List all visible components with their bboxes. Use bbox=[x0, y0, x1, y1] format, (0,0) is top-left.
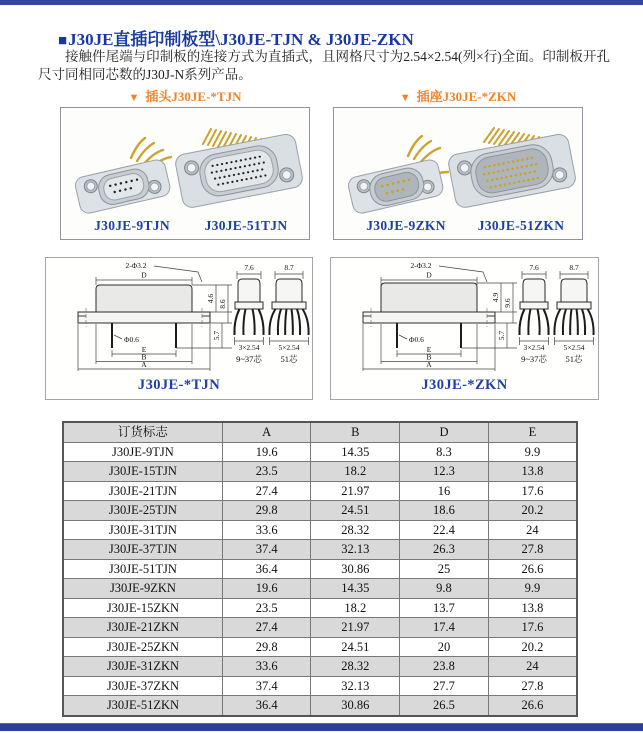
dim-label-e: E bbox=[426, 345, 432, 354]
table-cell: 32.13 bbox=[311, 676, 400, 696]
table-cell: 24.51 bbox=[311, 637, 400, 657]
spec-table-head bbox=[63, 422, 577, 442]
table-row bbox=[63, 559, 577, 579]
table-row bbox=[63, 637, 577, 657]
drawing-caption: J30JE-*TJN bbox=[137, 377, 221, 393]
table-cell: 27.7 bbox=[400, 676, 489, 696]
table-row bbox=[63, 520, 577, 540]
table-row bbox=[63, 676, 577, 696]
table-cell: J30JE-25ZKN bbox=[63, 637, 222, 657]
dim-label-fig2-w: 8.7 bbox=[284, 263, 294, 272]
table-row bbox=[63, 462, 577, 482]
table-cell: 17.6 bbox=[488, 481, 577, 501]
table-cell: J30JE-15ZKN bbox=[63, 598, 222, 618]
bottom-accent-bar bbox=[0, 723, 643, 731]
table-row bbox=[63, 598, 577, 618]
dim-label-d: D bbox=[141, 270, 147, 280]
dim-label-fig2-pitch: 5×2.54 bbox=[563, 343, 585, 352]
photo-panel-tjn bbox=[60, 107, 310, 240]
table-row bbox=[63, 501, 577, 521]
table-cell: 17.4 bbox=[400, 618, 489, 638]
table-row bbox=[63, 618, 577, 638]
dim-label-v3: 5.7 bbox=[497, 330, 506, 341]
pin-count-label: 9~37芯 bbox=[521, 354, 547, 364]
dim-label-pin-dia: Φ0.6 bbox=[409, 335, 424, 344]
table-cell: 22.4 bbox=[400, 520, 489, 540]
table-cell: 18.2 bbox=[311, 598, 400, 618]
dim-label-fig2-pitch: 5×2.54 bbox=[278, 343, 300, 352]
table-cell: 33.6 bbox=[222, 657, 311, 677]
table-cell: J30JE-37ZKN bbox=[63, 676, 222, 696]
table-cell: 24 bbox=[488, 657, 577, 677]
photo-caption: J30JE-9TJN bbox=[94, 218, 170, 233]
table-cell: 32.13 bbox=[311, 540, 400, 560]
table-cell: 30.86 bbox=[311, 559, 400, 579]
dim-label-fig1-pitch: 3×2.54 bbox=[523, 343, 545, 352]
table-cell: 27.4 bbox=[222, 481, 311, 501]
table-cell: 25 bbox=[400, 559, 489, 579]
table-cell: 24 bbox=[488, 520, 577, 540]
table-cell: J30JE-51ZKN bbox=[63, 696, 222, 716]
pin-count-label: 9~37芯 bbox=[236, 354, 262, 364]
table-cell: 13.8 bbox=[488, 462, 577, 482]
dim-label-v1: 4.6 bbox=[206, 293, 215, 304]
technical-drawing-zkn bbox=[331, 258, 595, 372]
table-cell: J30JE-21ZKN bbox=[63, 618, 222, 638]
table-row bbox=[63, 696, 577, 716]
dim-label-v2: 9.6 bbox=[503, 298, 512, 308]
section-label-text: 插座J30JE-*ZKN bbox=[416, 89, 517, 104]
table-cell: 20.2 bbox=[488, 501, 577, 521]
triangle-down-icon: ▼ bbox=[128, 92, 140, 104]
photo-caption: J30JE-51ZKN bbox=[477, 218, 565, 233]
table-cell: 9.9 bbox=[488, 442, 577, 462]
page-title bbox=[58, 25, 414, 50]
table-cell: 28.32 bbox=[311, 657, 400, 677]
table-cell: J30JE-31TJN bbox=[63, 520, 222, 540]
table-cell: J30JE-25TJN bbox=[63, 501, 222, 521]
table-cell: J30JE-21TJN bbox=[63, 481, 222, 501]
table-row bbox=[63, 657, 577, 677]
table-cell: 21.97 bbox=[311, 481, 400, 501]
table-cell: J30JE-31ZKN bbox=[63, 657, 222, 677]
table-header-cell: E bbox=[488, 422, 577, 442]
table-cell: 18.6 bbox=[400, 501, 489, 521]
connector-photo-51tjn bbox=[174, 129, 304, 209]
table-cell: 20.2 bbox=[488, 637, 577, 657]
table-row bbox=[63, 540, 577, 560]
table-cell: 19.6 bbox=[222, 442, 311, 462]
table-cell: 23.5 bbox=[222, 462, 311, 482]
table-cell: 29.8 bbox=[222, 501, 311, 521]
table-header-cell: B bbox=[311, 422, 400, 442]
table-cell: 14.35 bbox=[311, 579, 400, 599]
table-cell: 27.4 bbox=[222, 618, 311, 638]
table-cell: 26.3 bbox=[400, 540, 489, 560]
pin-detail-9-37 bbox=[519, 263, 548, 364]
table-cell: 36.4 bbox=[222, 696, 311, 716]
table-cell: 37.4 bbox=[222, 676, 311, 696]
table-cell: 29.8 bbox=[222, 637, 311, 657]
section-label-plug bbox=[60, 86, 310, 102]
photo-caption: J30JE-51TJN bbox=[204, 218, 288, 233]
table-cell: 9.8 bbox=[400, 579, 489, 599]
table-cell: 28.32 bbox=[311, 520, 400, 540]
table-header-cell: 订货标志 bbox=[63, 422, 222, 442]
table-cell: 17.6 bbox=[488, 618, 577, 638]
connector-photo-9zkn bbox=[347, 136, 448, 215]
intro-paragraph: 接触件尾端与印制板的连接方式为直插式，且网格尺寸为2.54×2.54(列×行)全面。印制板开孔尺寸同相同芯数的J30J-N系列产品。 bbox=[38, 49, 610, 82]
pin-count-label: 51芯 bbox=[565, 354, 583, 364]
connector-photo-9tjn bbox=[74, 138, 172, 215]
dim-label-b: B bbox=[426, 352, 432, 362]
dim-label-a: A bbox=[141, 360, 147, 369]
table-cell: 27.8 bbox=[488, 676, 577, 696]
drawing-panel-zkn bbox=[330, 257, 599, 400]
table-cell: 9.9 bbox=[488, 579, 577, 599]
dim-label-d: D bbox=[426, 270, 432, 280]
table-cell: J30JE-15TJN bbox=[63, 462, 222, 482]
table-cell: 12.3 bbox=[400, 462, 489, 482]
table-row bbox=[63, 481, 577, 501]
dim-label-b: B bbox=[141, 352, 147, 362]
table-cell: 14.35 bbox=[311, 442, 400, 462]
dim-label-v3: 5.7 bbox=[212, 330, 221, 341]
table-row bbox=[63, 579, 577, 599]
connector-photo-51zkn bbox=[447, 128, 577, 209]
photo-caption: J30JE-9ZKN bbox=[366, 218, 446, 233]
top-accent-bar bbox=[0, 0, 643, 5]
table-cell: 23.5 bbox=[222, 598, 311, 618]
table-cell: 23.8 bbox=[400, 657, 489, 677]
dim-label-holes: 2-Φ3.2 bbox=[125, 261, 147, 270]
dim-label-fig1-w: 7.6 bbox=[529, 263, 539, 272]
table-cell: 26.6 bbox=[488, 696, 577, 716]
table-cell: J30JE-37TJN bbox=[63, 540, 222, 560]
pin-detail-9-37 bbox=[234, 263, 263, 364]
table-cell: 8.3 bbox=[400, 442, 489, 462]
dim-label-v2: 8.6 bbox=[218, 299, 227, 309]
spec-table bbox=[62, 421, 578, 717]
table-cell: 24.51 bbox=[311, 501, 400, 521]
table-cell: 16 bbox=[400, 481, 489, 501]
table-cell: 18.2 bbox=[311, 462, 400, 482]
table-cell: 21.97 bbox=[311, 618, 400, 638]
pin-detail-51 bbox=[269, 263, 308, 364]
table-cell: J30JE-9ZKN bbox=[63, 579, 222, 599]
dim-label-fig1-pitch: 3×2.54 bbox=[238, 343, 260, 352]
spec-table-body bbox=[63, 442, 577, 716]
table-cell: 36.4 bbox=[222, 559, 311, 579]
table-cell: 13.8 bbox=[488, 598, 577, 618]
square-bullet-icon: ■ bbox=[58, 33, 68, 49]
table-cell: J30JE-9TJN bbox=[63, 442, 222, 462]
table-row bbox=[63, 442, 577, 462]
dim-label-fig2-w: 8.7 bbox=[569, 263, 579, 272]
table-header-row bbox=[63, 422, 577, 442]
pin-count-label: 51芯 bbox=[280, 354, 298, 364]
section-label-receptacle bbox=[333, 86, 583, 102]
table-cell: 19.6 bbox=[222, 579, 311, 599]
dim-label-v1: 4.9 bbox=[491, 292, 500, 303]
table-cell: 13.7 bbox=[400, 598, 489, 618]
table-cell: 30.86 bbox=[311, 696, 400, 716]
table-header-cell: D bbox=[400, 422, 489, 442]
table-cell: 26.6 bbox=[488, 559, 577, 579]
triangle-down-icon: ▼ bbox=[399, 92, 411, 104]
photo-panel-zkn bbox=[333, 107, 583, 240]
technical-drawing-tjn bbox=[46, 258, 310, 372]
table-cell: 26.5 bbox=[400, 696, 489, 716]
pin-detail-51 bbox=[554, 263, 593, 364]
table-cell: 20 bbox=[400, 637, 489, 657]
section-label-text: 插头J30JE-*TJN bbox=[145, 89, 242, 104]
dim-label-a: A bbox=[426, 360, 432, 369]
dim-label-fig1-w: 7.6 bbox=[244, 263, 254, 272]
table-cell: 37.4 bbox=[222, 540, 311, 560]
table-cell: 27.8 bbox=[488, 540, 577, 560]
table-header-cell: A bbox=[222, 422, 311, 442]
drawing-panel-tjn bbox=[45, 257, 313, 400]
table-cell: 33.6 bbox=[222, 520, 311, 540]
dim-label-pin-dia: Φ0.6 bbox=[124, 335, 139, 344]
drawing-caption: J30JE-*ZKN bbox=[421, 377, 508, 393]
dim-label-e: E bbox=[141, 345, 147, 354]
page-title-text: J30JE直插印制板型\J30JE-TJN & J30JE-ZKN bbox=[68, 30, 414, 49]
table-cell: J30JE-51TJN bbox=[63, 559, 222, 579]
dim-label-holes: 2-Φ3.2 bbox=[410, 261, 432, 270]
